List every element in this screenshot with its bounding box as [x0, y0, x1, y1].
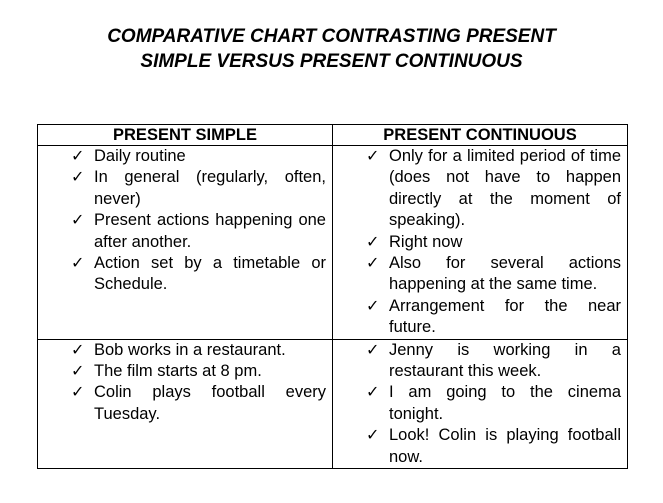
list-item [333, 425, 621, 468]
check-mark-icon: ✓ [71, 341, 85, 359]
header-present-continuous: PRESENT CONTINUOUS [333, 125, 628, 146]
check-mark-icon: ✓ [71, 212, 85, 230]
check-mark-icon: ✓ [366, 255, 380, 273]
chart-title [0, 24, 663, 74]
examples-simple-cell [38, 339, 333, 468]
list-item [38, 146, 326, 167]
list-item-text: Daily routine [94, 147, 186, 165]
check-mark-icon: ✓ [71, 169, 85, 187]
list-item [38, 253, 326, 296]
comparison-table [37, 124, 628, 469]
check-mark-icon: ✓ [366, 427, 380, 445]
list-item [38, 167, 326, 210]
list-item [38, 210, 326, 253]
header-row [38, 125, 628, 146]
list-item [333, 146, 621, 232]
list-item [333, 232, 621, 253]
check-mark-icon: ✓ [366, 233, 380, 251]
check-mark-icon: ✓ [366, 341, 380, 359]
uses-simple-cell [38, 146, 333, 340]
list-item-text: Jenny is working in a restaurant this week. [389, 340, 621, 381]
examples-continuous-cell [333, 339, 628, 468]
check-mark-icon: ✓ [71, 363, 85, 381]
chart-title-line-2: SIMPLE VERSUS PRESENT CONTINUOUS [140, 51, 523, 72]
list-item [333, 253, 621, 296]
check-mark-icon: ✓ [71, 148, 85, 165]
check-mark-icon: ✓ [71, 384, 85, 402]
list-item-text: In general (regularly, often, never) [94, 168, 326, 208]
uses-continuous-cell [333, 146, 628, 340]
list-item-text: I am going to the cinema tonight. [389, 383, 621, 423]
list-item-text: Arrangement for the near future. [389, 296, 621, 337]
list-item-text: Present actions happening one after another. [94, 211, 326, 251]
list-item [333, 296, 621, 339]
check-mark-icon: ✓ [366, 384, 380, 402]
examples-row [38, 339, 628, 468]
list-item-text: The film starts at 8 pm. [94, 362, 262, 381]
check-mark-icon: ✓ [366, 297, 380, 315]
list-item [38, 361, 326, 382]
list-item [38, 382, 326, 425]
list-item-text: Look! Colin is playing football now. [389, 426, 621, 466]
examples-continuous-list [333, 340, 621, 468]
chart-title-line-1: COMPARATIVE CHART CONTRASTING PRESENT [107, 26, 556, 47]
list-item [38, 340, 326, 361]
uses-continuous-list [333, 146, 621, 339]
list-item-text: Also for several actions happening at the same time. [389, 254, 621, 294]
list-item-text: Right now [389, 232, 463, 251]
list-item-text: Colin plays football every Tuesday. [94, 383, 326, 423]
list-item-text: Only for a limited period of time (does not have to happen directly at the moment of speaking). [389, 147, 621, 230]
header-present-simple: PRESENT SIMPLE [38, 125, 333, 146]
check-mark-icon: ✓ [366, 148, 380, 165]
uses-row [38, 146, 628, 340]
list-item-text: Bob works in a restaurant. [94, 340, 286, 359]
check-mark-icon: ✓ [71, 255, 85, 273]
list-item [333, 382, 621, 425]
list-item [333, 340, 621, 383]
examples-simple-list [38, 340, 326, 426]
list-item-text: Action set by a timetable or Schedule. [94, 254, 326, 294]
uses-simple-list [38, 146, 326, 296]
